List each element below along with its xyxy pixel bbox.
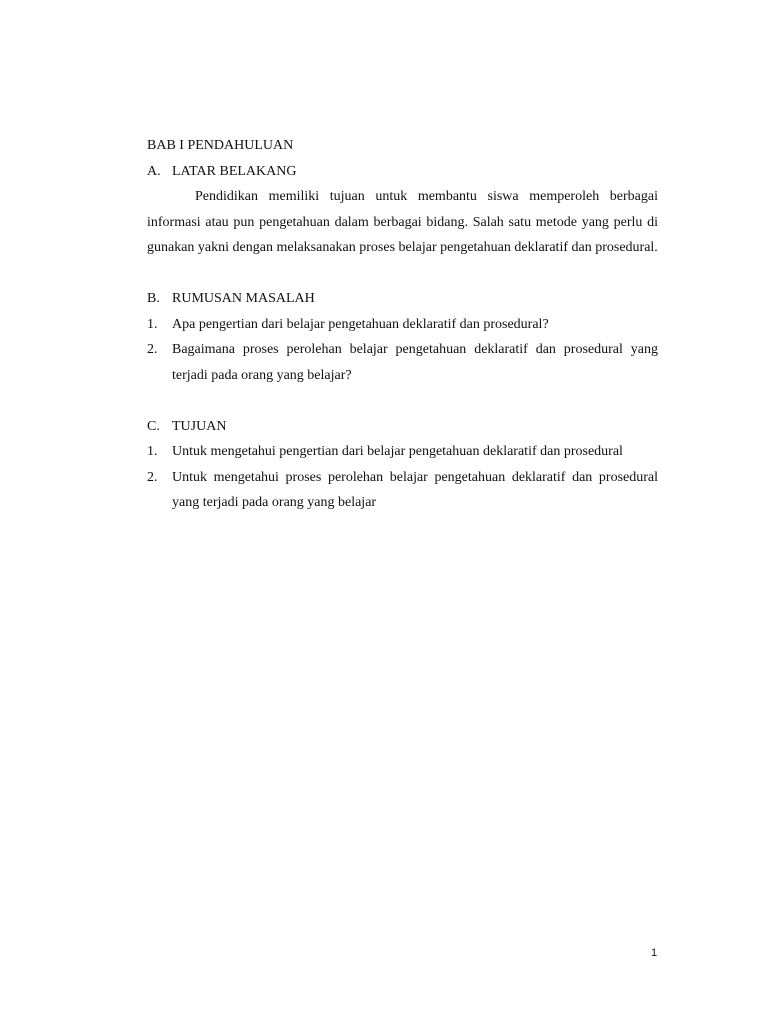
section-a-paragraph: Pendidikan memiliki tujuan untuk membantu siswa memperoleh berbagai informasi atau pun pengetahuan dalam berbagai bidang. Salah satu metode yang perlu di gunakan yakni dengan melaksanakan proses belajar pengetahuan deklaratif dan prosedural. — [147, 189, 658, 255]
list-item-number: 1. — [147, 316, 158, 332]
section-c-title: TUJUAN — [172, 418, 227, 434]
list-item-text: Bagaimana proses perolehan belajar pengetahuan deklaratif dan prosedural yang terjadi pada orang yang belajar? — [172, 342, 658, 383]
section-b-title: RUMUSAN MASALAH — [172, 291, 315, 306]
list-item — [147, 465, 658, 516]
section-c-letter: C. — [147, 418, 160, 434]
document-page — [147, 133, 658, 516]
list-item-number: 1. — [147, 444, 158, 459]
list-item — [147, 337, 658, 388]
page-number: 1 — [651, 947, 658, 959]
list-item — [147, 312, 658, 338]
list-item-number: 2. — [147, 342, 158, 357]
list-item — [147, 439, 658, 465]
section-a-heading — [147, 159, 658, 185]
section-a-title: LATAR BELAKANG — [172, 163, 297, 179]
chapter-title: BAB I PENDAHULUAN — [147, 138, 294, 153]
list-item-number: 2. — [147, 469, 158, 485]
section-a-letter: A. — [147, 163, 161, 179]
section-b-heading — [147, 286, 658, 312]
list-item-text: Untuk mengetahui pengertian dari belajar pengetahuan deklaratif dan prosedural — [172, 444, 623, 459]
list-item-text: Apa pengertian dari belajar pengetahuan deklaratif dan prosedural? — [172, 316, 549, 332]
section-b-letter: B. — [147, 291, 160, 306]
spacer — [147, 388, 658, 414]
section-c-heading — [147, 414, 658, 440]
list-item-text: Untuk mengetahui proses perolehan belajar pengetahuan deklaratif dan prosedural yang terjadi pada orang yang belajar — [172, 469, 658, 510]
spacer — [147, 261, 658, 287]
